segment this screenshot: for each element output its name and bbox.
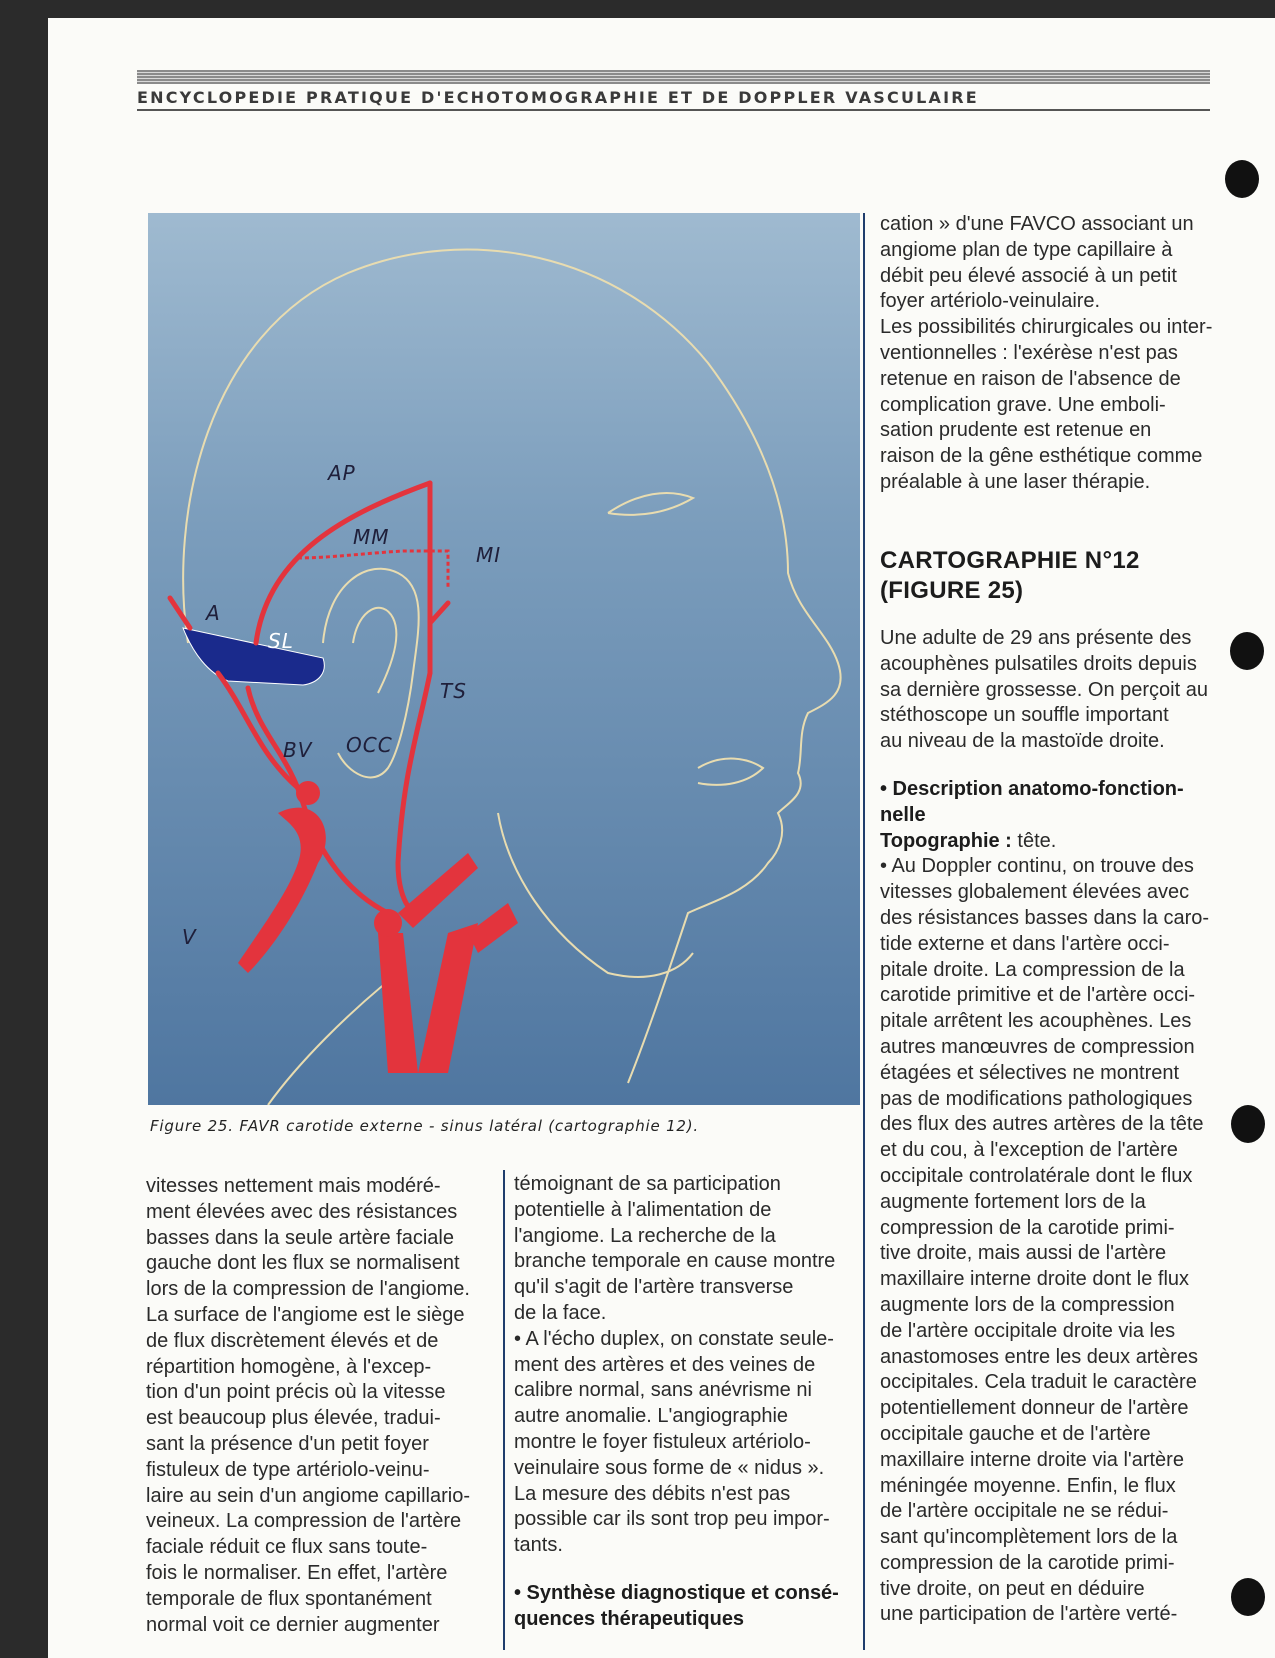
ear-inner	[353, 608, 396, 693]
eye-outline	[608, 493, 693, 515]
text-line: occipitale controlatérale dont le flux	[880, 1164, 1193, 1187]
text-line: lors de la compression de l'angiome.	[146, 1278, 470, 1301]
text-line: une participation de l'artère verté-	[880, 1603, 1178, 1626]
text-line: occipitales. Cela traduit le caractère	[880, 1371, 1197, 1394]
artery-bv	[218, 673, 298, 788]
text-line: pitale arrêtent les acouphènes. Les	[880, 1010, 1192, 1033]
subheading-line: nelle	[880, 803, 926, 826]
text-line: augmente fortement lors de la	[880, 1190, 1146, 1213]
text-line: angiome plan de type capillaire à	[880, 238, 1173, 261]
text-line: stéthoscope un souffle important	[880, 704, 1169, 727]
text-line: possible car ils sont trop peu impor-	[514, 1508, 830, 1531]
text-line: ventionnelles : l'exérèse n'est pas	[880, 341, 1178, 364]
lips-outline	[698, 759, 763, 785]
text-line: carotide primitive et de l'artère occi-	[880, 984, 1196, 1007]
subheading-line: • Synthèse diagnostique et consé-	[514, 1581, 839, 1604]
text-line: augmente lors de la compression	[880, 1293, 1175, 1316]
label-ts: TS	[440, 679, 467, 703]
label-bv: BV	[283, 738, 313, 762]
text-line: ment des artères et des veines de	[514, 1353, 816, 1376]
text-line: sa dernière grossesse. On perçoit au	[880, 678, 1208, 701]
artery-occ	[248, 688, 388, 913]
text-line: gauche dont les flux se normalisent	[146, 1252, 460, 1275]
artery-mi	[430, 603, 448, 623]
text-line: et du cou, à l'exception de l'artère	[880, 1139, 1178, 1162]
text-line: préalable à une laser thérapie.	[880, 470, 1151, 493]
text-line: • Au Doppler continu, on trouve des	[880, 855, 1194, 878]
text-line: témoignant de sa participation	[514, 1173, 781, 1195]
text-line: La surface de l'angiome est le siège	[146, 1303, 465, 1326]
text-line: retenue en raison de l'absence de	[880, 367, 1181, 390]
text-line: étagées et sélectives ne montrent	[880, 1061, 1180, 1084]
text-line: débit peu élevé associé à un petit	[880, 264, 1177, 287]
text-line: tide externe et dans l'artère occi-	[880, 932, 1170, 955]
neck-outline	[268, 973, 398, 1105]
text-line: est beaucoup plus élevée, tradui-	[146, 1407, 441, 1430]
binder-hole-3	[1231, 1105, 1265, 1143]
text-line: montre le foyer fistuleux artériolo-	[514, 1430, 811, 1453]
text-line: vitesses globalement élevées avec	[880, 881, 1190, 904]
spacer	[514, 1559, 859, 1581]
text-line: anastomoses entre les deux artères	[880, 1345, 1198, 1368]
subheading-line: • Description anatomo-fonction-	[880, 777, 1184, 800]
text-line: fois le normaliser. En effet, l'artère	[146, 1561, 448, 1584]
artery-ts	[398, 673, 430, 913]
binder-hole-1	[1225, 160, 1259, 198]
lateral-sinus	[183, 628, 324, 685]
column-rule-right	[863, 213, 865, 1650]
text-line: temporale de flux spontanément	[146, 1587, 432, 1610]
text-line: normal voit ce dernier augmenter	[146, 1613, 440, 1636]
text-line: occipitale gauche et de l'artère	[880, 1422, 1151, 1445]
label-sl: SL	[268, 629, 294, 653]
text-line: sant qu'incomplètement lors de la	[880, 1526, 1178, 1549]
column-rule-middle	[503, 1170, 505, 1650]
text-line: de flux discrètement élevés et de	[146, 1329, 439, 1352]
label-occ: OCC	[346, 733, 393, 757]
text-line: veineux. La compression de l'artère	[146, 1510, 462, 1533]
text-line: potentiellement donneur de l'artère	[880, 1397, 1189, 1420]
text-line: de la face.	[514, 1301, 607, 1324]
text-line: maxillaire interne droite via l'artère	[880, 1448, 1184, 1471]
section-title-line: CARTOGRAPHIE N°12	[880, 547, 1140, 574]
text-line: des flux des autres artères de la tête	[880, 1113, 1204, 1136]
text-line: • A l'écho duplex, on constate seule-	[514, 1327, 834, 1350]
text-line: sant la présence d'un petit foyer	[146, 1432, 429, 1455]
label-mm: MM	[353, 525, 390, 549]
head-diagram	[148, 213, 860, 1105]
jaw-outline	[498, 813, 693, 977]
artery-ap	[256, 483, 430, 643]
facial-branch	[468, 903, 518, 953]
text-line: de l'artère occipitale droite via les	[880, 1319, 1176, 1342]
text-line: La mesure des débits n'est pas	[514, 1482, 791, 1505]
text-line: vitesses nettement mais modéré-	[146, 1175, 441, 1197]
internal-jugular	[418, 923, 478, 1073]
text-line: sation prudente est retenue en	[880, 419, 1152, 442]
binder-hole-4	[1231, 1578, 1265, 1616]
text-line: foyer artériolo-veinulaire.	[880, 290, 1101, 313]
text-line: l'angiome. La recherche de la	[514, 1224, 776, 1247]
text-line: potentielle à l'alimentation de	[514, 1198, 772, 1221]
topography-line	[880, 829, 1225, 855]
column-left	[146, 1174, 491, 1638]
text-line: des résistances basses dans la caro-	[880, 906, 1210, 929]
text-line: fistuleux de type artériolo-veinu-	[146, 1458, 430, 1481]
column-right-intro	[880, 212, 1225, 496]
column-middle	[514, 1172, 859, 1633]
text-line: acouphènes pulsatiles droits depuis	[880, 652, 1197, 675]
text-line: calibre normal, sans anévrisme ni	[514, 1379, 812, 1402]
text-line: pas de modifications pathologiques	[880, 1087, 1193, 1110]
text-line: répartition homogène, à l'excep-	[146, 1355, 432, 1378]
common-carotid	[378, 933, 418, 1073]
label-mi: MI	[476, 543, 502, 567]
text-line: Une adulte de 29 ans présente des	[880, 627, 1192, 649]
binder-hole-2	[1230, 632, 1264, 670]
text-line: branche temporale en cause montre	[514, 1250, 836, 1273]
running-header: ENCYCLOPEDIE PRATIQUE D'ECHOTOMOGRAPHIE ET DE DOPPLER VASCULAIRE	[137, 88, 1210, 111]
text-line: cation » d'une FAVCO associant un	[880, 213, 1194, 235]
header-rule	[137, 70, 1210, 84]
spacer	[880, 755, 1225, 777]
text-line: laire au sein d'un angiome capillario-	[146, 1484, 471, 1507]
text-line: ment élevées avec des résistances	[146, 1200, 458, 1223]
text-line: tion d'un point précis où la vitesse	[146, 1381, 446, 1404]
column-right-case	[880, 626, 1225, 1628]
text-line: compression de la carotide primi-	[880, 1216, 1175, 1239]
topography-label: Topographie :	[880, 829, 1012, 852]
text-line: veinulaire sous forme de « nidus ».	[514, 1456, 825, 1479]
text-line: autre anomalie. L'angiographie	[514, 1405, 789, 1428]
text-line: tive droite, on peut en déduire	[880, 1577, 1145, 1600]
text-line: tive droite, mais aussi de l'artère	[880, 1242, 1167, 1265]
section-title	[880, 546, 1140, 606]
text-line: pitale droite. La compression de la	[880, 958, 1185, 981]
anatomical-figure	[148, 213, 860, 1105]
section-title-line: (FIGURE 25)	[880, 577, 1024, 604]
text-line: complication grave. Une emboli-	[880, 393, 1166, 416]
subheading-line: quences thérapeutiques	[514, 1607, 745, 1630]
text-line: faciale réduit ce flux sans toute-	[146, 1536, 428, 1559]
vertebral-artery	[238, 808, 326, 973]
artery-a	[170, 598, 190, 628]
text-line: autres manœuvres de compression	[880, 1035, 1195, 1058]
text-line: maxillaire interne droite dont le flux	[880, 1268, 1190, 1291]
text-line: raison de la gêne esthétique comme	[880, 445, 1203, 468]
text-line: compression de la carotide primi-	[880, 1551, 1175, 1574]
label-a: A	[206, 601, 221, 625]
label-ap: AP	[328, 461, 356, 485]
topography-value: tête.	[1017, 829, 1057, 852]
text-line: au niveau de la mastoïde droite.	[880, 730, 1165, 753]
text-line: Les possibilités chirurgicales ou inter-	[880, 316, 1213, 339]
external-carotid	[398, 853, 478, 928]
vertebral-bulb	[296, 781, 320, 805]
carotid-bulb	[374, 909, 402, 937]
text-line: basses dans la seule artère faciale	[146, 1226, 454, 1249]
text-line: qu'il s'agit de l'artère transverse	[514, 1276, 794, 1299]
figure-caption: Figure 25. FAVR carotide externe - sinus latéral (cartographie 12).	[150, 1117, 699, 1135]
text-line: méningée moyenne. Enfin, le flux	[880, 1474, 1176, 1497]
text-line: de l'artère occipitale ne se rédui-	[880, 1500, 1169, 1523]
label-v: V	[182, 925, 197, 949]
text-line: tants.	[514, 1534, 563, 1557]
